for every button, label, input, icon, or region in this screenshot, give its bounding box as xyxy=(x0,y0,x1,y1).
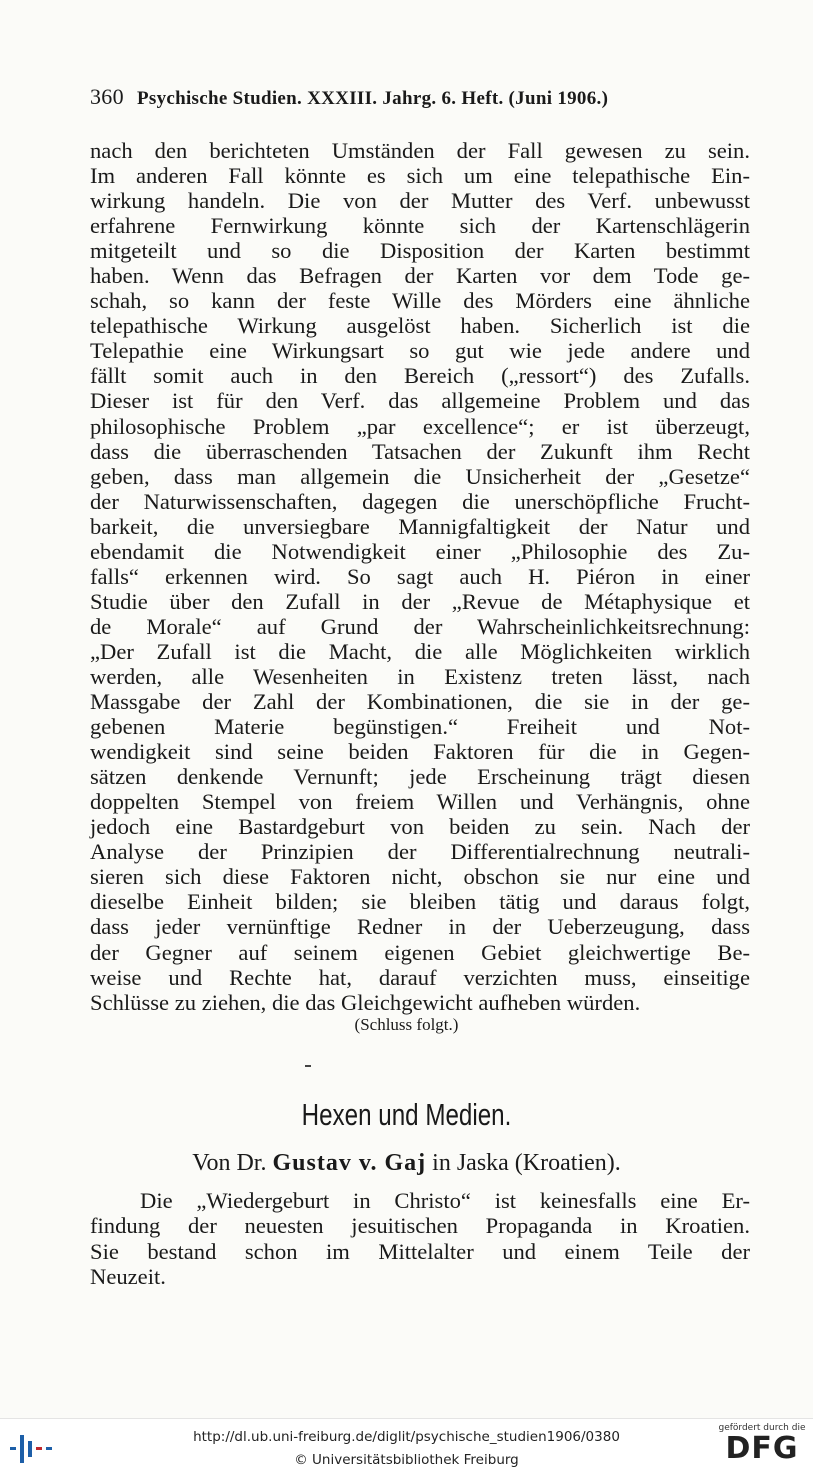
text-line: haben. Wenn das Befragen der Karten vor dem Tode ge- xyxy=(90,263,750,289)
text-line: dass die überraschenden Tatsachen der Zukunft ihm Recht xyxy=(90,438,750,464)
copyright-notice: © Universitätsbibliothek Freiburg xyxy=(294,1452,519,1468)
text-line: Analyse der Prinzipien der Differentialrechnung neutrali- xyxy=(90,839,750,865)
continued-note: (Schluss folgt.) xyxy=(354,1015,459,1034)
text-line: sieren sich diese Faktoren nicht, obschon sie nur eine und xyxy=(90,864,750,890)
text-line: Dieser ist für den Verf. das allgemeine Problem und das xyxy=(90,388,750,414)
text-line: de Morale“ auf Grund der Wahrscheinlichkeitsrechnung: xyxy=(90,613,750,639)
text-line: mitgeteilt und so die Disposition der Karten bestimmt xyxy=(90,238,750,264)
viewer-footer xyxy=(0,1418,813,1474)
text-line: sätzen denkende Vernunft; jede Erscheinung trägt diesen xyxy=(90,764,750,790)
author-name: Gustav v. Gaj xyxy=(272,1150,427,1176)
text-line: jedoch eine Bastardgeburt von beiden zu sein. Nach der xyxy=(90,814,750,840)
text-line: Massgabe der Zahl der Kombinationen, die sie in der ge- xyxy=(90,689,750,715)
page-number: 360 xyxy=(90,84,124,109)
text-line: telepathische Wirkung ausgelöst haben. Sicherlich ist die xyxy=(90,313,750,339)
text-line: philosophische Problem „par excellence“; er ist überzeugt, xyxy=(90,413,750,439)
text-line: geben, dass man allgemein die Unsicherheit der „Gesetze“ xyxy=(90,463,750,489)
body-text xyxy=(90,138,750,1015)
dfg-logo[interactable] xyxy=(718,1423,806,1471)
text-line: wendigkeit sind seine beiden Faktoren für die in Gegen- xyxy=(90,739,750,765)
text-line: „Der Zufall ist die Macht, die alle Möglichkeiten wirklich xyxy=(90,638,750,664)
dfg-logo-text: DFG xyxy=(725,1431,799,1466)
text-line: dass jeder vernünftige Redner in der Ueberzeugung, dass xyxy=(90,914,750,940)
text-line: doppelten Stempel von freiem Willen und Verhängnis, ohne xyxy=(90,789,750,815)
citation-url[interactable]: http://dl.ub.uni-freiburg.de/diglit/psychische_studien1906/0380 xyxy=(193,1429,620,1445)
article-title: Hexen und Medien. xyxy=(301,1097,512,1132)
separator-mark xyxy=(305,1065,311,1067)
text-line: wirkung handeln. Die von der Mutter des Verf. unbewusst xyxy=(90,188,750,214)
running-header xyxy=(90,84,730,110)
article-byline xyxy=(0,1150,813,1177)
article-text xyxy=(90,1188,750,1289)
text-line: Telepathie eine Wirkungsart so gut wie jede andere und xyxy=(90,338,750,364)
running-title: Psychische Studien. XXXIII. Jahrg. 6. Heft. (Juni 1906.) xyxy=(136,88,609,109)
text-line: barkeit, die unversiegbare Mannigfaltigkeit der Natur und xyxy=(90,513,750,539)
text-line: Neuzeit. xyxy=(90,1263,166,1289)
byline-suffix: in Jaska (Kroatien). xyxy=(432,1150,621,1176)
byline-prefix: Von Dr. xyxy=(192,1150,267,1176)
text-line: Die „Wiedergeburt in Christo“ ist keinesfalls eine Er- xyxy=(140,1188,750,1213)
text-line: werden, alle Wesenheiten in Existenz treten lässt, nach xyxy=(90,663,750,689)
text-line: fällt somit auch in den Bereich („ressort“) des Zufalls. xyxy=(90,363,750,389)
text-line: der Gegner auf seinem eigenen Gebiet gleichwertige Be- xyxy=(90,939,750,965)
text-line: dieselbe Einheit bilden; sie bleiben tätig und daraus folgt, xyxy=(90,889,750,915)
text-line: gebenen Materie begünstigen.“ Freiheit und Not- xyxy=(90,714,750,740)
text-line: erfahrene Fernwirkung könnte sich der Kartenschlägerin xyxy=(90,213,750,239)
text-line: nach den berichteten Umständen der Fall gewesen zu sein. xyxy=(90,138,750,163)
funder-caption: gefördert durch die xyxy=(718,1423,806,1433)
text-line: schah, so kann der feste Wille des Mörders eine ähnliche xyxy=(90,288,750,314)
text-line: der Naturwissenschaften, dagegen die unerschöpfliche Frucht- xyxy=(90,488,750,514)
text-line: Im anderen Fall könnte es sich um eine telepathische Ein- xyxy=(90,163,750,189)
text-line: findung der neuesten jesuitischen Propaganda in Kroatien. xyxy=(90,1213,750,1239)
text-line: weise und Rechte hat, darauf verzichten muss, einseitige xyxy=(90,964,750,990)
text-line: Studie über den Zufall in der „Revue de Métaphysique et xyxy=(90,588,750,614)
text-line: ebendamit die Notwendigkeit einer „Philosophie des Zu- xyxy=(90,538,750,564)
text-line: falls“ erkennen wird. So sagt auch H. Piéron in einer xyxy=(90,563,750,589)
text-line: Sie bestand schon im Mittelalter und einem Teile der xyxy=(90,1238,750,1264)
text-line: Schlüsse zu ziehen, die das Gleichgewicht aufheben würden. xyxy=(90,989,641,1015)
